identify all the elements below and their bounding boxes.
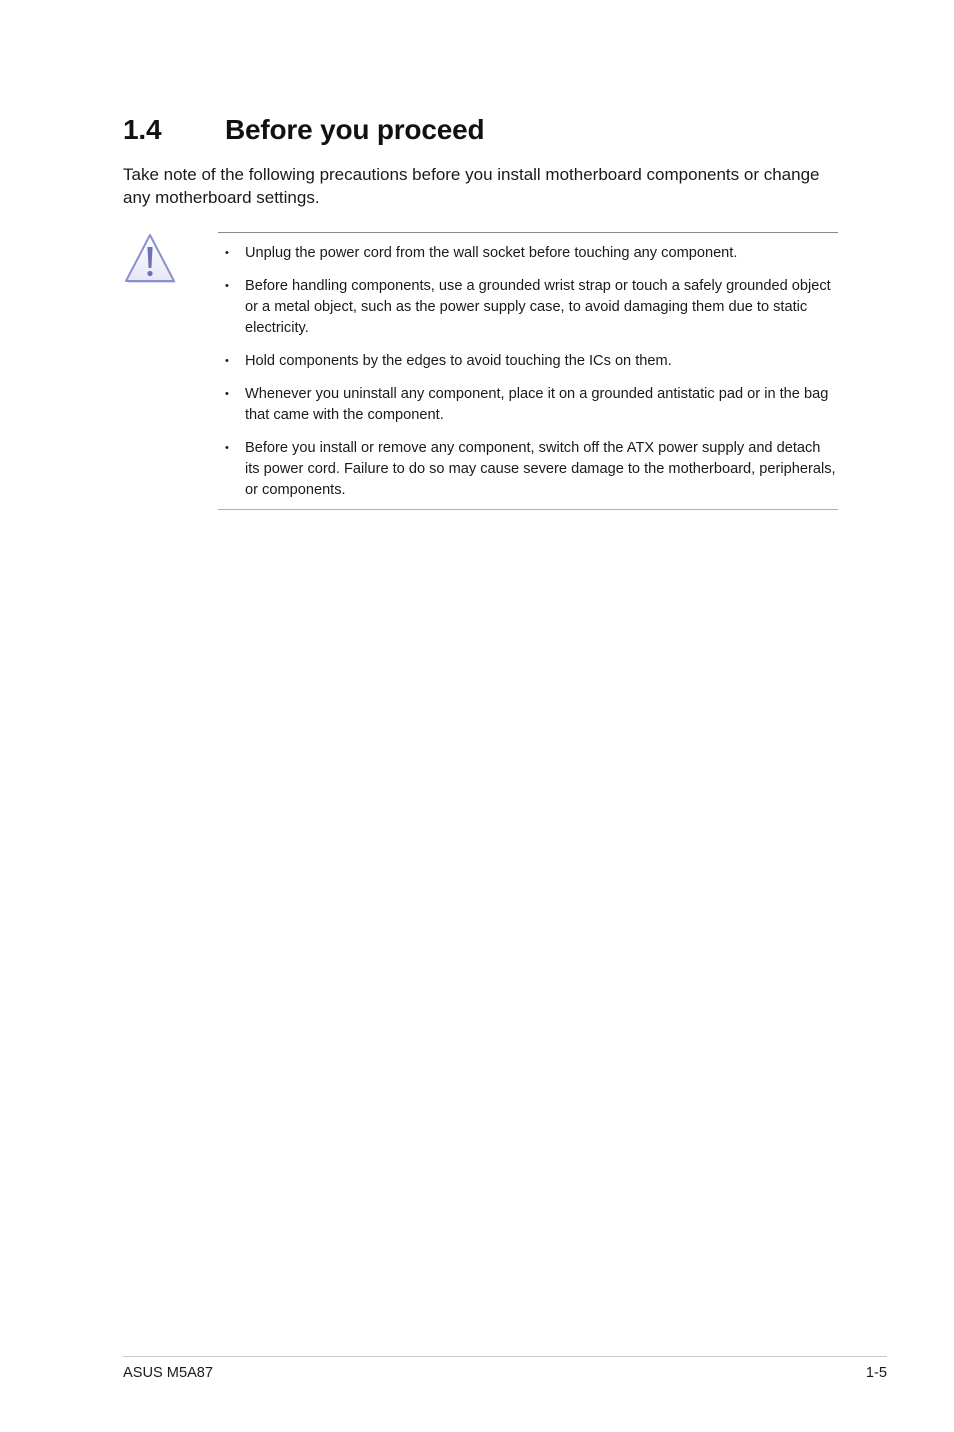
bullet-icon: • bbox=[225, 247, 229, 259]
bullet-icon: • bbox=[225, 355, 229, 367]
bullet-icon: • bbox=[225, 388, 229, 401]
section-title: Before you proceed bbox=[225, 114, 485, 145]
precaution-list bbox=[218, 243, 838, 500]
bullet-icon: • bbox=[225, 442, 229, 455]
caution-triangle-icon bbox=[122, 232, 178, 286]
footer-divider bbox=[123, 1356, 887, 1357]
precaution-text: Unplug the power cord from the wall socket before touching any component. bbox=[245, 245, 738, 261]
precaution-text: Whenever you uninstall any component, place it on a grounded antistatic pad or in the bag that came with the component. bbox=[245, 386, 829, 423]
intro-paragraph: Take note of the following precautions before you install motherboard components or change any motherboard settings. bbox=[123, 165, 820, 207]
caution-box bbox=[218, 232, 838, 510]
precaution-text: Hold components by the edges to avoid touching the ICs on them. bbox=[245, 353, 672, 369]
precaution-item bbox=[218, 243, 838, 264]
precaution-text: Before handling components, use a grounded wrist strap or touch a safely grounded object or a metal object, such as the power supply case, to avoid damaging them due to static electricity. bbox=[245, 278, 831, 336]
footer-product-name: ASUS M5A87 bbox=[123, 1365, 214, 1381]
precaution-item bbox=[218, 276, 838, 338]
section-heading bbox=[123, 114, 484, 146]
bullet-icon: • bbox=[225, 280, 229, 293]
precaution-text: Before you install or remove any component, switch off the ATX power supply and detach its power cord. Failure to do so may cause severe damage to the motherboard, peripherals, or components. bbox=[245, 440, 836, 498]
section-number: 1.4 bbox=[123, 114, 162, 145]
footer-page-number: 1-5 bbox=[865, 1365, 887, 1381]
precaution-item bbox=[218, 351, 838, 372]
precaution-item bbox=[218, 384, 838, 425]
precaution-item bbox=[218, 438, 838, 500]
